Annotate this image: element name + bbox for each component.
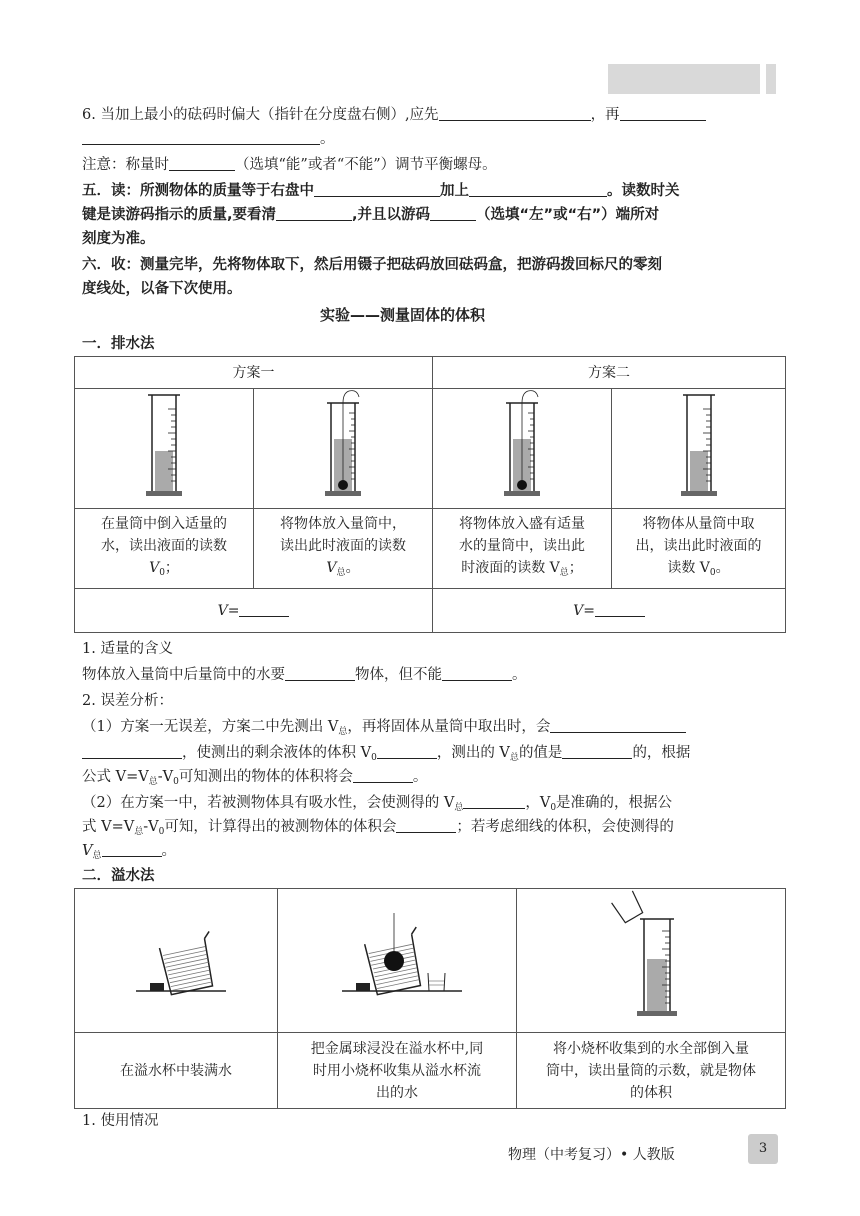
heading-drainage: 一．排水法 — [82, 336, 155, 352]
blank — [82, 129, 320, 145]
overflow-step-3: 将小烧杯收集到的水全部倒入量 筒中，读出量筒的示数，就是物体 的体积 — [517, 1033, 786, 1109]
blank — [276, 205, 352, 221]
formula-plan-two: V= — [433, 589, 786, 633]
figure-cylinder-water — [75, 389, 254, 509]
blank — [442, 665, 512, 681]
note-line: 注意：称量时 （选填“能”或者“不能”）调节平衡螺母。 — [82, 157, 497, 173]
q2-p2-line3: $V_总$ 。 — [82, 843, 176, 861]
blank — [463, 793, 525, 809]
text-line-6: 6. 当加上最小的砝码时偏大（指针在分度盘右侧）,应先 ，再 — [82, 104, 782, 126]
header-bar — [608, 64, 760, 94]
blank — [595, 604, 645, 617]
q1-title: 1. 适量的含义 — [82, 641, 173, 657]
read-line-2: 键是读游码指示的质量,要看清 ,并且以游码 （选填“左”或“右”）端所对 — [82, 207, 660, 223]
header-bar-end — [766, 64, 776, 94]
collect-line-2: 度线处，以备下次使用。 — [82, 281, 242, 297]
figure-overflow-cup — [75, 889, 278, 1033]
q2-p2-line1: （2）在方案一中，若被测物体具有吸水性，会使测得的 $V_总$ ，$V_0$是准确的，根据公 — [82, 795, 673, 813]
blank — [377, 743, 437, 759]
measuring-cylinder-icon — [669, 389, 729, 501]
text-line-6b: 。 — [82, 128, 782, 150]
blank — [353, 767, 413, 783]
blank — [396, 817, 456, 833]
collect-line-1: 六．收：测量完毕，先将物体取下，然后用镊子把砝码放回砝码盒，把游码拨回标尺的零刻 — [82, 257, 662, 273]
overflow-table — [74, 888, 786, 1109]
read-line-1: 五．读：所测物体的质量等于右盘中 加上 。读数时关 — [82, 183, 680, 199]
q2-p1-line2: ，使测出的剩余液体的体积 $V_0$ ，测出的 $V_总$的值是 的，根据 — [82, 742, 782, 769]
heading-overflow: 二．溢水法 — [82, 868, 155, 884]
cylinder-with-ball-icon — [313, 389, 373, 501]
formula-plan-one: V= — [75, 589, 433, 633]
q1-line: 物体放入量筒中后量筒中的水要 物体，但不能 。 — [82, 667, 527, 683]
figure-cylinder-object-2 — [433, 389, 612, 509]
blank — [469, 181, 607, 197]
plan-two-header: 方案二 — [433, 357, 786, 389]
blank — [102, 841, 162, 857]
plan-one-header: 方案一 — [75, 357, 433, 389]
step-2-text: 将物体放入量筒中， 读出此时液面的读数 $V_总$。 — [254, 509, 433, 589]
step-4-text: 将物体从量筒中取 出，读出此时液面的 读数 $V_0$。 — [612, 509, 786, 589]
page-number: 3 — [748, 1134, 778, 1164]
ball-in-overflow-cup-icon — [322, 907, 472, 1007]
blank — [562, 743, 632, 759]
overflow-step-2: 把金属球浸没在溢水杯中,同 时用小烧杯收集从溢水杯流 出的水 — [278, 1033, 517, 1109]
blank — [285, 665, 355, 681]
use-title: 1. 使用情况 — [82, 1113, 159, 1129]
cylinder-with-ball-icon — [492, 389, 552, 501]
q2-title: 2. 误差分析： — [82, 693, 173, 709]
footer-text: 物理（中考复习）• 人教版 — [508, 1147, 675, 1163]
figure-ball-in-cup — [278, 889, 517, 1033]
pour-into-cylinder-icon — [591, 889, 711, 1025]
blank — [550, 717, 686, 733]
step-1-text: 在量筒中倒入适量的 水，读出液面的读数 $V_0$； — [75, 509, 254, 589]
blank — [314, 181, 440, 197]
blank — [439, 105, 591, 121]
figure-pour-cylinder — [517, 889, 786, 1033]
q2-p1-line1: （1）方案一无误差，方案二中先测出 $V_总$，再将固体从量筒中取出时，会 — [82, 716, 782, 743]
read-line-3: 刻度为准。 — [82, 231, 155, 247]
blank — [239, 604, 289, 617]
overflow-cup-icon — [116, 907, 236, 1007]
overflow-step-1: 在溢水杯中装满水 — [75, 1033, 278, 1109]
figure-cylinder-object — [254, 389, 433, 509]
q2-p2-line2: 式 $V=V_总-V_0$可知，计算得出的被测物体的体积会 ；若考虑细线的体积，会使测得的 — [82, 819, 674, 837]
blank — [430, 205, 476, 221]
figure-cylinder-after — [612, 389, 786, 509]
section-title: 实验——测量固体的体积 — [320, 306, 486, 324]
blank — [82, 743, 182, 759]
measuring-cylinder-icon — [134, 389, 194, 501]
q2-p1-line3: 公式 $V=V_总-V_0$可知测出的物体的体积将会 。 — [82, 769, 428, 787]
blank — [169, 155, 235, 171]
drainage-table — [74, 356, 786, 633]
step-3-text: 将物体放入盛有适量 水的量筒中，读出此 时液面的读数 $V_总$； — [433, 509, 612, 589]
blank — [620, 105, 706, 121]
